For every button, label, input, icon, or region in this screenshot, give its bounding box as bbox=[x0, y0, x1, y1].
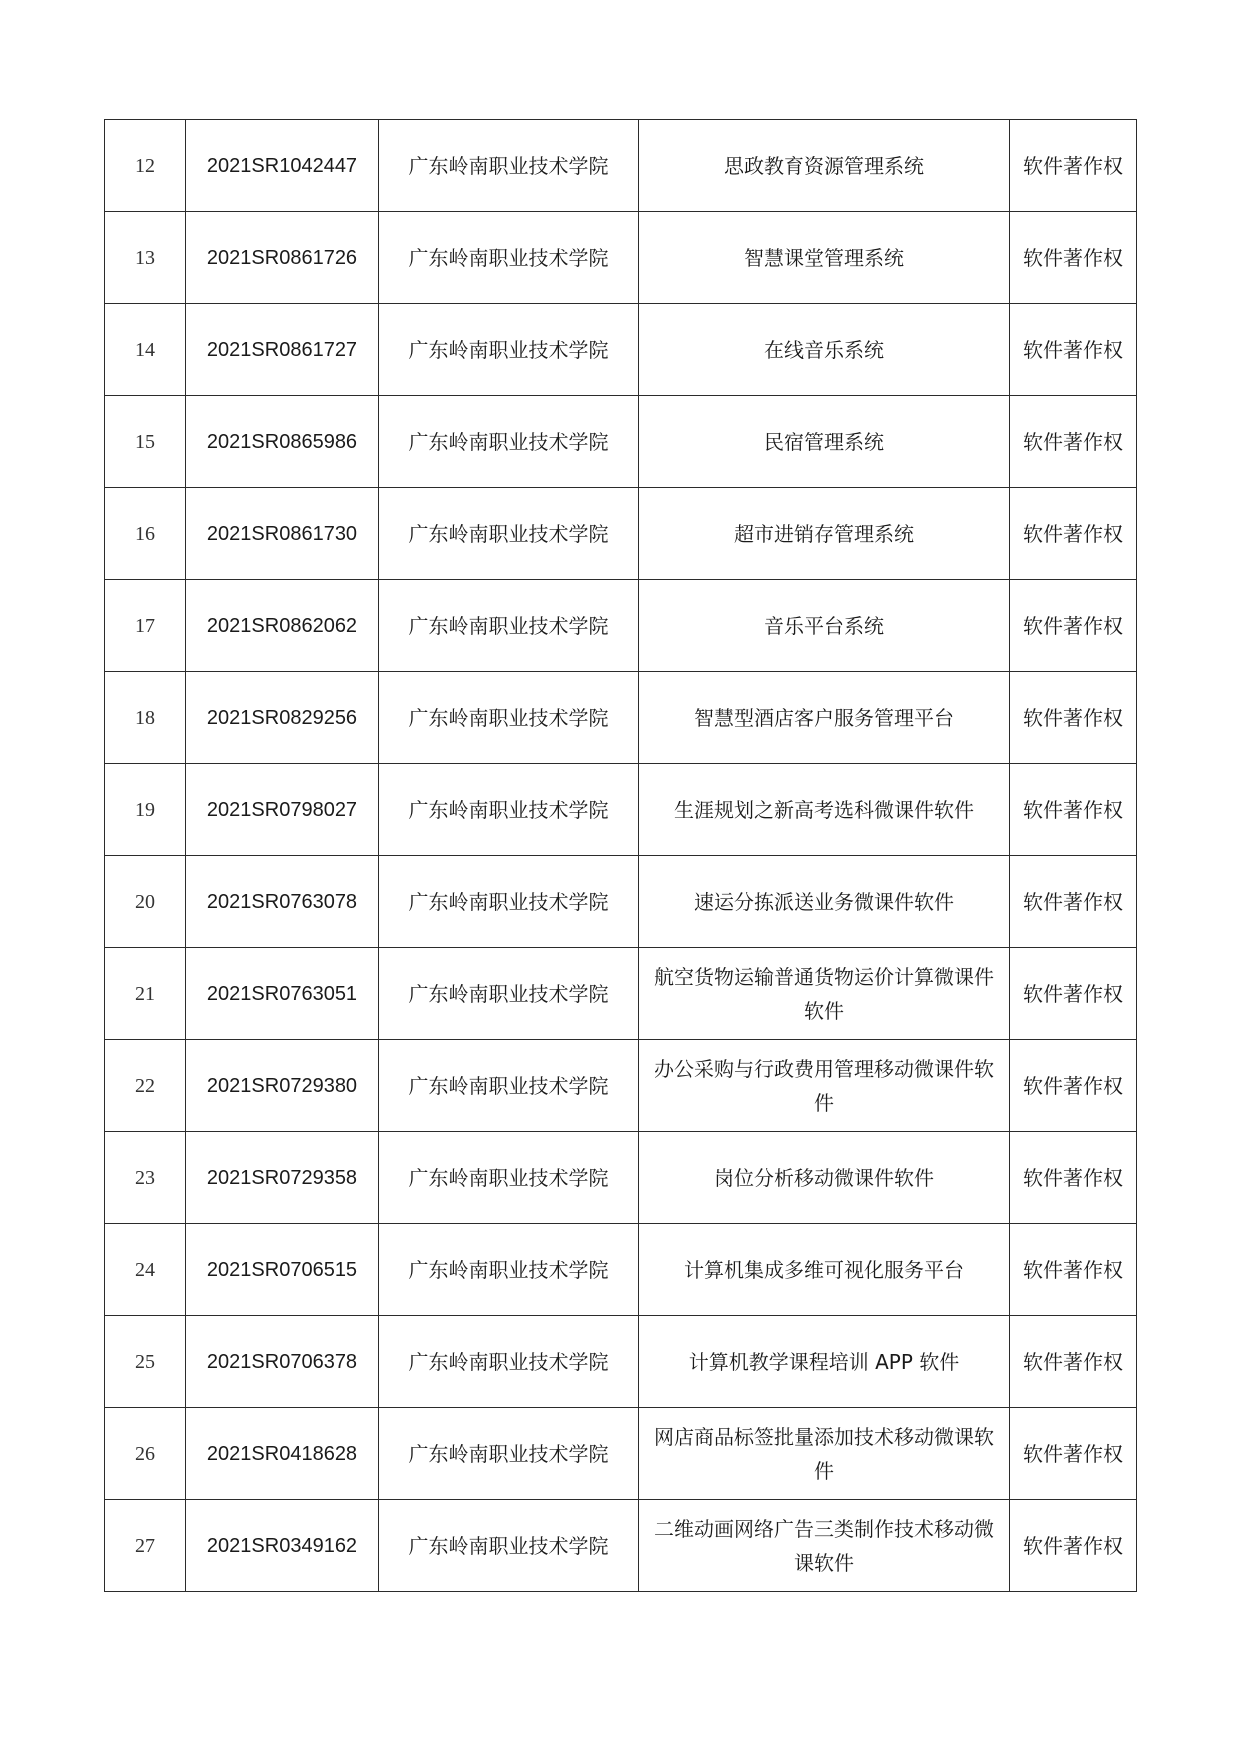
registration-number-cell: 2021SR0865986 bbox=[186, 396, 379, 488]
table-row bbox=[105, 396, 1137, 488]
registration-number-cell: 2021SR0763078 bbox=[186, 856, 379, 948]
table-row bbox=[105, 1040, 1137, 1132]
software-name-cell: 计算机集成多维可视化服务平台 bbox=[639, 1224, 1010, 1316]
row-number-cell: 13 bbox=[105, 212, 186, 304]
table-row bbox=[105, 1500, 1137, 1592]
software-name-cell: 岗位分析移动微课件软件 bbox=[639, 1132, 1010, 1224]
software-name-cell: 航空货物运输普通货物运价计算微课件软件 bbox=[639, 948, 1010, 1040]
ip-type-cell: 软件著作权 bbox=[1010, 856, 1137, 948]
copyright-owner-cell: 广东岭南职业技术学院 bbox=[379, 488, 639, 580]
copyright-owner-cell: 广东岭南职业技术学院 bbox=[379, 1316, 639, 1408]
software-name-cell: 民宿管理系统 bbox=[639, 396, 1010, 488]
row-number-cell: 16 bbox=[105, 488, 186, 580]
row-number-cell: 18 bbox=[105, 672, 186, 764]
table-row bbox=[105, 304, 1137, 396]
row-number-cell: 19 bbox=[105, 764, 186, 856]
software-name-cell: 办公采购与行政费用管理移动微课件软件 bbox=[639, 1040, 1010, 1132]
table-row bbox=[105, 120, 1137, 212]
row-number-cell: 17 bbox=[105, 580, 186, 672]
row-number-cell: 27 bbox=[105, 1500, 186, 1592]
table-row bbox=[105, 580, 1137, 672]
table-row bbox=[105, 1132, 1137, 1224]
registration-number-cell: 2021SR0729380 bbox=[186, 1040, 379, 1132]
copyright-owner-cell: 广东岭南职业技术学院 bbox=[379, 120, 639, 212]
software-name-cell: 超市进销存管理系统 bbox=[639, 488, 1010, 580]
ip-type-cell: 软件著作权 bbox=[1010, 1040, 1137, 1132]
registration-number-cell: 2021SR0861726 bbox=[186, 212, 379, 304]
ip-type-cell: 软件著作权 bbox=[1010, 212, 1137, 304]
software-name-cell: 网店商品标签批量添加技术移动微课软件 bbox=[639, 1408, 1010, 1500]
registration-number-cell: 2021SR1042447 bbox=[186, 120, 379, 212]
ip-type-cell: 软件著作权 bbox=[1010, 304, 1137, 396]
registration-number-cell: 2021SR0729358 bbox=[186, 1132, 379, 1224]
table-row bbox=[105, 488, 1137, 580]
copyright-owner-cell: 广东岭南职业技术学院 bbox=[379, 948, 639, 1040]
ip-type-cell: 软件著作权 bbox=[1010, 764, 1137, 856]
registration-number-cell: 2021SR0349162 bbox=[186, 1500, 379, 1592]
registration-number-cell: 2021SR0763051 bbox=[186, 948, 379, 1040]
ip-type-cell: 软件著作权 bbox=[1010, 580, 1137, 672]
table-row bbox=[105, 1316, 1137, 1408]
ip-type-cell: 软件著作权 bbox=[1010, 488, 1137, 580]
software-name-cell: 生涯规划之新高考选科微课件软件 bbox=[639, 764, 1010, 856]
registration-number-cell: 2021SR0798027 bbox=[186, 764, 379, 856]
row-number-cell: 26 bbox=[105, 1408, 186, 1500]
software-copyright-table bbox=[104, 119, 1137, 1592]
row-number-cell: 14 bbox=[105, 304, 186, 396]
ip-type-cell: 软件著作权 bbox=[1010, 672, 1137, 764]
software-name-cell: 思政教育资源管理系统 bbox=[639, 120, 1010, 212]
copyright-owner-cell: 广东岭南职业技术学院 bbox=[379, 396, 639, 488]
copyright-owner-cell: 广东岭南职业技术学院 bbox=[379, 212, 639, 304]
copyright-owner-cell: 广东岭南职业技术学院 bbox=[379, 304, 639, 396]
row-number-cell: 24 bbox=[105, 1224, 186, 1316]
copyright-owner-cell: 广东岭南职业技术学院 bbox=[379, 1224, 639, 1316]
table-row bbox=[105, 212, 1137, 304]
ip-type-cell: 软件著作权 bbox=[1010, 120, 1137, 212]
table-row bbox=[105, 1408, 1137, 1500]
ip-type-cell: 软件著作权 bbox=[1010, 1316, 1137, 1408]
registration-number-cell: 2021SR0706515 bbox=[186, 1224, 379, 1316]
software-name-cell: 智慧型酒店客户服务管理平台 bbox=[639, 672, 1010, 764]
ip-type-cell: 软件著作权 bbox=[1010, 1224, 1137, 1316]
row-number-cell: 12 bbox=[105, 120, 186, 212]
copyright-owner-cell: 广东岭南职业技术学院 bbox=[379, 672, 639, 764]
software-name-cell: 计算机教学课程培训 APP 软件 bbox=[639, 1316, 1010, 1408]
table-row bbox=[105, 948, 1137, 1040]
table-row bbox=[105, 856, 1137, 948]
copyright-owner-cell: 广东岭南职业技术学院 bbox=[379, 1132, 639, 1224]
row-number-cell: 22 bbox=[105, 1040, 186, 1132]
ip-type-cell: 软件著作权 bbox=[1010, 948, 1137, 1040]
row-number-cell: 15 bbox=[105, 396, 186, 488]
copyright-owner-cell: 广东岭南职业技术学院 bbox=[379, 1500, 639, 1592]
software-name-cell: 在线音乐系统 bbox=[639, 304, 1010, 396]
row-number-cell: 23 bbox=[105, 1132, 186, 1224]
table-row bbox=[105, 764, 1137, 856]
copyright-owner-cell: 广东岭南职业技术学院 bbox=[379, 856, 639, 948]
software-name-cell: 二维动画网络广告三类制作技术移动微课软件 bbox=[639, 1500, 1010, 1592]
copyright-owner-cell: 广东岭南职业技术学院 bbox=[379, 1040, 639, 1132]
copyright-owner-cell: 广东岭南职业技术学院 bbox=[379, 580, 639, 672]
row-number-cell: 21 bbox=[105, 948, 186, 1040]
ip-type-cell: 软件著作权 bbox=[1010, 1132, 1137, 1224]
registration-number-cell: 2021SR0706378 bbox=[186, 1316, 379, 1408]
registration-number-cell: 2021SR0829256 bbox=[186, 672, 379, 764]
software-name-cell: 音乐平台系统 bbox=[639, 580, 1010, 672]
ip-type-cell: 软件著作权 bbox=[1010, 1408, 1137, 1500]
software-name-cell: 智慧课堂管理系统 bbox=[639, 212, 1010, 304]
row-number-cell: 25 bbox=[105, 1316, 186, 1408]
registration-number-cell: 2021SR0861727 bbox=[186, 304, 379, 396]
registration-number-cell: 2021SR0861730 bbox=[186, 488, 379, 580]
registration-number-cell: 2021SR0862062 bbox=[186, 580, 379, 672]
copyright-owner-cell: 广东岭南职业技术学院 bbox=[379, 764, 639, 856]
table-body bbox=[105, 120, 1137, 1592]
table-row bbox=[105, 1224, 1137, 1316]
ip-type-cell: 软件著作权 bbox=[1010, 396, 1137, 488]
registration-number-cell: 2021SR0418628 bbox=[186, 1408, 379, 1500]
table-row bbox=[105, 672, 1137, 764]
software-name-cell: 速运分拣派送业务微课件软件 bbox=[639, 856, 1010, 948]
ip-type-cell: 软件著作权 bbox=[1010, 1500, 1137, 1592]
copyright-owner-cell: 广东岭南职业技术学院 bbox=[379, 1408, 639, 1500]
row-number-cell: 20 bbox=[105, 856, 186, 948]
